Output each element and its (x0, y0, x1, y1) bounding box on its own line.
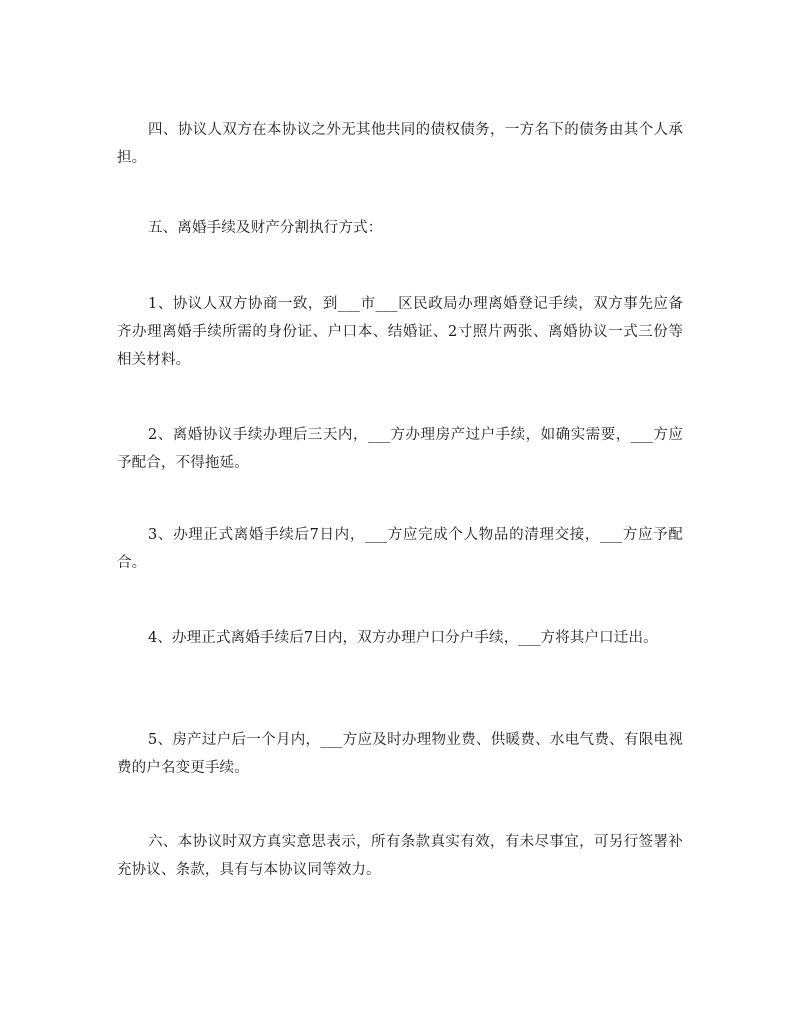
paragraph-clause-5-heading: 五、离婚手续及财产分割执行方式： (148, 220, 383, 236)
paragraph-clause-6: 六、本协议时双方真实意思表示，所有条款真实有效，有未尽事宜，可另行签署补充协议、条款，具有与本协议同等效力。 (117, 834, 683, 878)
paragraph-clause-4: 四、协议人双方在本协议之外无其他共同的债权债务，一方名下的债务由其个人承担。 (117, 122, 683, 166)
paragraph-clause-5-item-5: 5、房产过户后一个月内，___方应及时办理物业费、供暖费、水电气费、有限电视费的户名变更手续。 (117, 732, 683, 776)
paragraph-clause-5-item-2: 2、离婚协议手续办理后三天内，___方办理房产过户手续，如确实需要，___方应予配合，不得拖延。 (117, 427, 683, 471)
paragraph-clause-5-item-3: 3、办理正式离婚手续后7日内，___方应完成个人物品的清理交接，___方应予配合。 (117, 527, 683, 571)
paragraph-clause-5-item-1: 1、协议人双方协商一致，到___市___区民政局办理离婚登记手续，双方事先应备齐办理离婚手续所需的身份证、户口本、结婚证、2寸照片两张、离婚协议一式三份等相关材料。 (117, 296, 683, 368)
paragraph-clause-5-item-4: 4、办理正式离婚手续后7日内，双方办理户口分户手续，___方将其户口迁出。 (148, 630, 658, 646)
